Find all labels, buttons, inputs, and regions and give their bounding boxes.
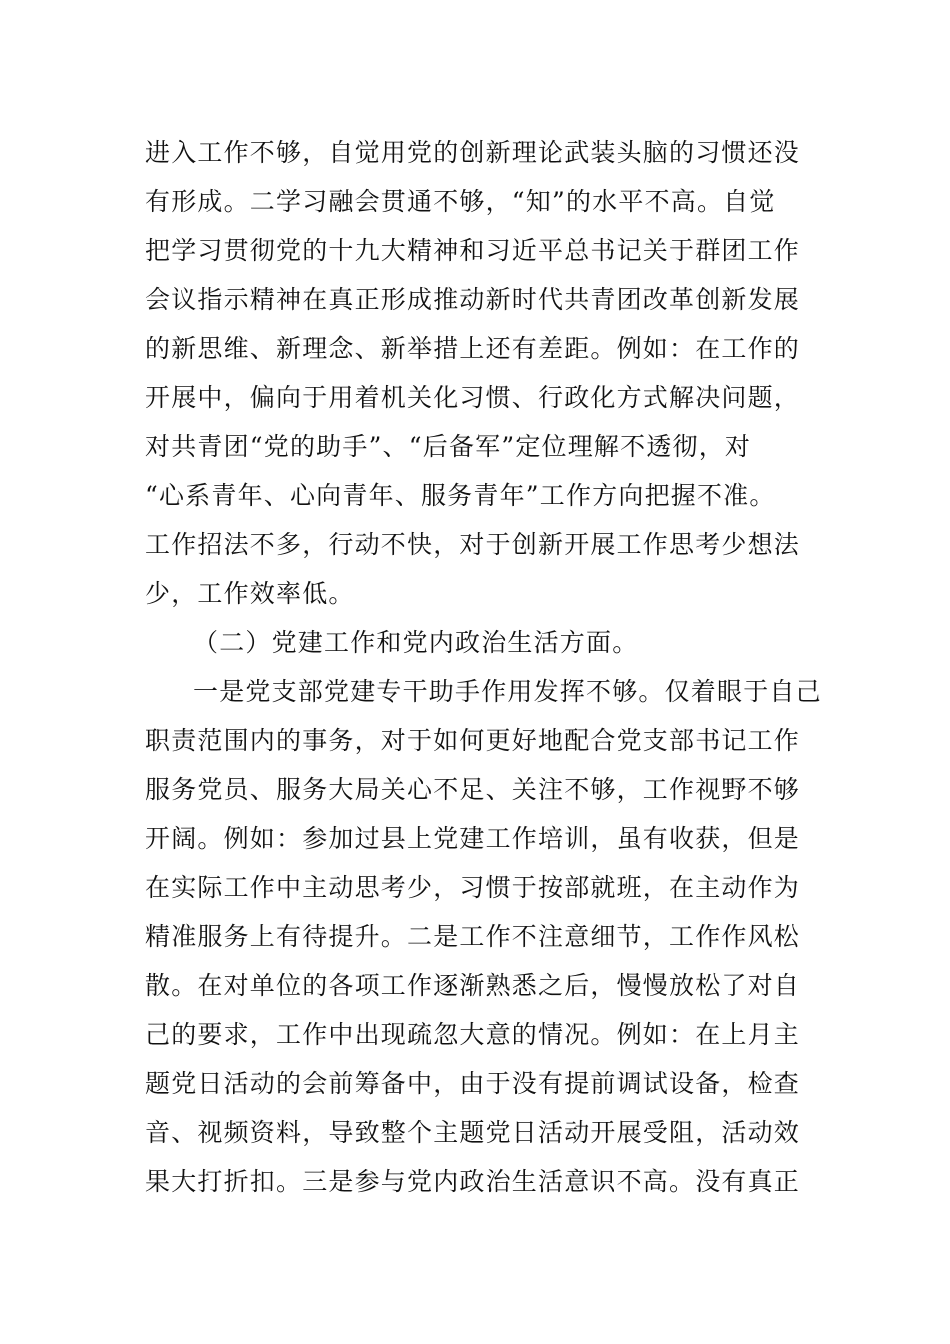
text-line: 己的要求，工作中出现疏忽大意的情况。例如：在上月主 xyxy=(145,1020,801,1049)
text-line: 题党日活动的会前筹备中，由于没有提前调试设备，检查 xyxy=(145,1069,801,1098)
text-line: 职责范围内的事务，对于如何更好地配合党支部书记工作 xyxy=(145,726,801,755)
text-line: 少，工作效率低。 xyxy=(145,579,355,608)
text-line: 对共青团“党的助手”、“后备军”定位理解不透彻，对 xyxy=(145,432,752,461)
text-line: 的新思维、新理念、新举措上还有差距。例如：在工作的 xyxy=(145,334,801,363)
text-line: 在实际工作中主动思考少，习惯于按部就班，在主动作为 xyxy=(145,873,801,902)
text-line: 工作招法不多，行动不快，对于创新开展工作思考少想法 xyxy=(145,530,801,559)
text-line: 有形成。二学习融会贯通不够，“知”的水平不高。自觉 xyxy=(145,187,776,216)
text-line: 会议指示精神在真正形成推动新时代共青团改革创新发展 xyxy=(145,285,801,314)
text-line: 开展中，偏向于用着机关化习惯、行政化方式解决问题， xyxy=(145,383,801,412)
text-line: 把学习贯彻党的十九大精神和习近平总书记关于群团工作 xyxy=(145,236,801,265)
text-line: 果大打折扣。三是参与党内政治生活意识不高。没有真正 xyxy=(145,1167,801,1196)
text-line: 散。在对单位的各项工作逐渐熟悉之后，慢慢放松了对自 xyxy=(145,971,801,1000)
text-line: 服务党员、服务大局关心不足、关注不够，工作视野不够 xyxy=(145,775,801,804)
document-body xyxy=(145,128,822,1206)
section-heading: （二）党建工作和党内政治生活方面。 xyxy=(193,628,639,657)
text-line: 音、视频资料，导致整个主题党日活动开展受阻，活动效 xyxy=(145,1118,801,1147)
text-line: “心系青年、心向青年、服务青年”工作方向把握不准。 xyxy=(145,481,776,510)
text-line: 开阔。例如：参加过县上党建工作培训，虽有收获，但是 xyxy=(145,824,801,853)
paragraph-start-line: 一是党支部党建专干助手作用发挥不够。仅着眼于自己 xyxy=(193,677,822,706)
text-line: 精准服务上有待提升。二是工作不注意细节，工作作风松 xyxy=(145,922,801,951)
text-line: 进入工作不够，自觉用党的创新理论武装头脑的习惯还没 xyxy=(145,138,801,167)
